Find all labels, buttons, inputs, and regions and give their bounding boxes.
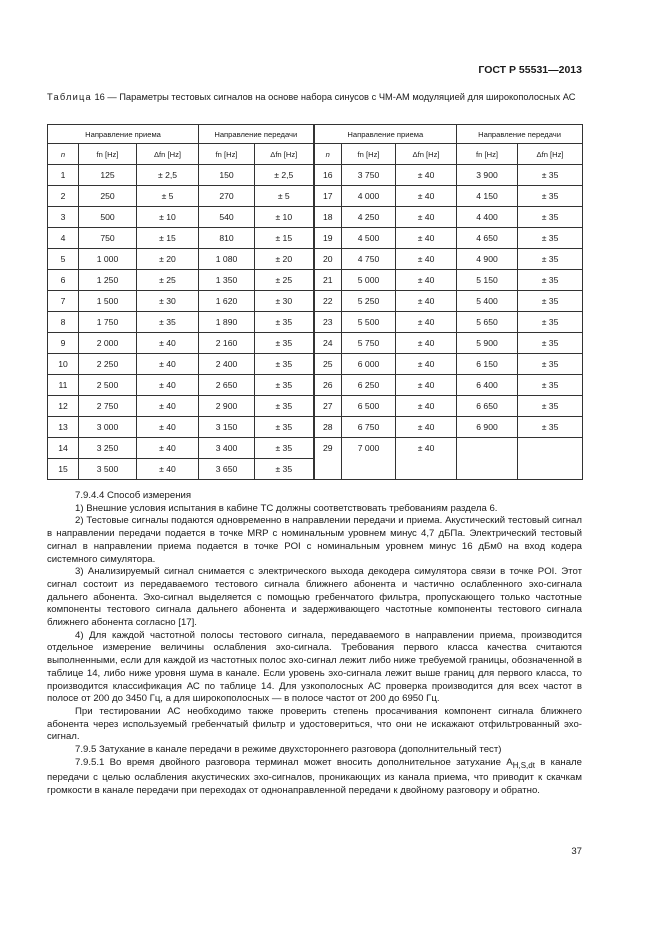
paragraph: 1) Внешние условия испытания в кабине ТС должны соответствовать требованиям раздела 6. <box>75 502 498 514</box>
table-cell: 3 650 <box>199 459 255 480</box>
table-cell: ± 40 <box>137 417 199 438</box>
table-cell: 25 <box>314 354 342 375</box>
table-cell: 1 750 <box>79 312 137 333</box>
table-cell: ± 35 <box>137 312 199 333</box>
table-cell: 6 <box>48 270 79 291</box>
group-header: Направление приема <box>48 125 199 144</box>
table-row <box>48 312 583 333</box>
table-cell: 3 500 <box>79 459 137 480</box>
table-cell: ± 20 <box>255 249 314 270</box>
table-cell: ± 20 <box>137 249 199 270</box>
col-header-dfn: Δfn [Hz] <box>396 144 457 165</box>
table-cell: ± 40 <box>396 207 457 228</box>
table-cell <box>518 438 583 480</box>
table-cell: 1 080 <box>199 249 255 270</box>
table-cell: 250 <box>79 186 137 207</box>
table-cell: ± 35 <box>518 354 583 375</box>
body-text <box>47 490 582 798</box>
table-cell: ± 35 <box>255 354 314 375</box>
table-cell: 7 <box>48 291 79 312</box>
table-cell: 3 250 <box>79 438 137 459</box>
table-row <box>48 207 583 228</box>
table-cell: 5 250 <box>342 291 396 312</box>
table-cell: ± 40 <box>396 291 457 312</box>
table-cell: 5 750 <box>342 333 396 354</box>
table-cell: ± 10 <box>255 207 314 228</box>
table-cell: ± 40 <box>396 375 457 396</box>
table-cell: 750 <box>79 228 137 249</box>
table-cell: ± 5 <box>255 186 314 207</box>
table-cell: 2 <box>48 186 79 207</box>
table-cell: 18 <box>314 207 342 228</box>
table-cell: ± 40 <box>137 354 199 375</box>
table-cell: 2 750 <box>79 396 137 417</box>
table-cell: ± 35 <box>518 417 583 438</box>
table-cell: 1 000 <box>79 249 137 270</box>
table-cell: 3 750 <box>342 165 396 186</box>
table-row <box>48 186 583 207</box>
table-row <box>48 165 583 186</box>
paragraph: 4) Для каждой частотной полосы тестового сигнала, передаваемого в направлении приема, производится отдельное измерение величины ослабления эхо-сигнала. Требования первого класса качества считаются выполненными, если для каждой из частотных полос эхо-сигнал лежит либо ниже требуемой границы, обозначенной в таблице 14, либо ниже уровня шума в канале. Если уровень эхо-сигнала лежит выше границ для первого класса, то производится классификация АС по таблице 14. Для узкополосных АС проверка производится для всех частот в полосе от 200 до 3450 Гц, а для широкополосных — в полосе частот от 200 до 6950 Гц. <box>47 629 582 705</box>
group-header: Направление передачи <box>199 125 314 144</box>
table-cell: 5 400 <box>457 291 518 312</box>
table-cell: 4 750 <box>342 249 396 270</box>
table-cell: 3 000 <box>79 417 137 438</box>
table-cell: ± 35 <box>518 375 583 396</box>
table-cell: 4 000 <box>342 186 396 207</box>
table-cell: 3 <box>48 207 79 228</box>
table-cell: ± 15 <box>137 228 199 249</box>
table-cell: ± 25 <box>255 270 314 291</box>
table-cell: 4 250 <box>342 207 396 228</box>
table-cell: ± 35 <box>255 375 314 396</box>
table-row <box>48 438 583 459</box>
table-cell: 5 900 <box>457 333 518 354</box>
col-header-dfn: Δfn [Hz] <box>518 144 583 165</box>
col-header-n: n <box>314 144 342 165</box>
table-cell: 17 <box>314 186 342 207</box>
table-cell: 9 <box>48 333 79 354</box>
table-cell: ± 35 <box>518 186 583 207</box>
table-caption <box>47 91 587 103</box>
table-cell: ± 35 <box>518 249 583 270</box>
table-cell: ± 35 <box>518 312 583 333</box>
table-cell: ± 40 <box>396 312 457 333</box>
paragraph <box>47 757 582 798</box>
table-cell: ± 35 <box>518 396 583 417</box>
table-cell: 2 650 <box>199 375 255 396</box>
table-cell: 6 150 <box>457 354 518 375</box>
table-cell: ± 30 <box>137 291 199 312</box>
table-cell: 7 000 <box>342 438 396 480</box>
table-cell: 5 150 <box>457 270 518 291</box>
table-cell: 23 <box>314 312 342 333</box>
table-cell: 4 900 <box>457 249 518 270</box>
table-cell: 2 000 <box>79 333 137 354</box>
table-cell: ± 35 <box>518 165 583 186</box>
col-header-dfn: Δfn [Hz] <box>137 144 199 165</box>
table-cell: 22 <box>314 291 342 312</box>
table-16 <box>47 124 583 480</box>
table-cell: 810 <box>199 228 255 249</box>
table-cell: 1 890 <box>199 312 255 333</box>
table-group-header-row <box>48 125 583 144</box>
table-cell: 6 650 <box>457 396 518 417</box>
table-cell: ± 30 <box>255 291 314 312</box>
col-header-dfn: Δfn [Hz] <box>255 144 314 165</box>
group-header: Направление приема <box>314 125 457 144</box>
table-cell: 270 <box>199 186 255 207</box>
paragraph: При тестировании АС необходимо также проверить степень просачивания компонент сигнала ближнего абонента через используемый гребенчатый фильтр и удостовериться, что они не искажают отфильтрованный эхо-сигнал. <box>47 705 582 743</box>
table-cell: ± 15 <box>255 228 314 249</box>
table-cell: ± 5 <box>137 186 199 207</box>
table-cell: 6 500 <box>342 396 396 417</box>
table-cell: 540 <box>199 207 255 228</box>
table-cell: 12 <box>48 396 79 417</box>
table-cell: 6 250 <box>342 375 396 396</box>
table-cell: 5 <box>48 249 79 270</box>
col-header-n: n <box>48 144 79 165</box>
table-cell: 27 <box>314 396 342 417</box>
table-cell: ± 40 <box>396 228 457 249</box>
table-cell: ± 35 <box>518 333 583 354</box>
table-cell: ± 2,5 <box>255 165 314 186</box>
paragraph: 7.9.5 Затухание в канале передачи в режиме двухстороннего разговора (дополнительный тест) <box>75 744 502 756</box>
table-cell: 3 150 <box>199 417 255 438</box>
table-row <box>48 249 583 270</box>
table-cell: 15 <box>48 459 79 480</box>
paragraph: 7.9.4.4 Способ измерения <box>75 490 192 501</box>
table-cell: 150 <box>199 165 255 186</box>
table-column-header-row <box>48 144 583 165</box>
table-row <box>48 375 583 396</box>
table-cell: 24 <box>314 333 342 354</box>
table-row <box>48 291 583 312</box>
table-cell: ± 40 <box>396 270 457 291</box>
table-cell: ± 40 <box>396 165 457 186</box>
table-cell: ± 40 <box>396 354 457 375</box>
table-cell: 4 650 <box>457 228 518 249</box>
table-cell: ± 40 <box>396 249 457 270</box>
table-cell: 3 900 <box>457 165 518 186</box>
table-cell: ± 10 <box>137 207 199 228</box>
table-cell: ± 25 <box>137 270 199 291</box>
table-cell: ± 2,5 <box>137 165 199 186</box>
table-row <box>48 228 583 249</box>
table-cell: 21 <box>314 270 342 291</box>
table-cell: 2 900 <box>199 396 255 417</box>
paragraph-text: 7.9.5.1 Во время двойного разговора терминал может вносить дополнительное затухание A <box>75 756 513 768</box>
table-cell: ± 35 <box>518 228 583 249</box>
table-cell: 2 400 <box>199 354 255 375</box>
table-cell: ± 40 <box>396 396 457 417</box>
table-row <box>48 333 583 354</box>
paragraph: 2) Тестовые сигналы подаются одновременно в направлении передачи и приема. Акустический тестовый сигнал в направлении передачи подается в точке MRP с номинальным уровнем минус 4,7 дБПа. Электрический тестовый сигнал в направлении приема подается в точке POI с номинальным уровнем минус 16 дБм0 на вход кодера системного симулятора. <box>47 515 582 565</box>
table-cell: ± 35 <box>255 417 314 438</box>
table-caption-label: Таблица <box>47 92 92 102</box>
table-cell: 20 <box>314 249 342 270</box>
table-cell: 6 000 <box>342 354 396 375</box>
table-cell: ± 40 <box>137 459 199 480</box>
table-cell: ± 35 <box>518 207 583 228</box>
table-cell: 6 400 <box>457 375 518 396</box>
table-cell: 11 <box>48 375 79 396</box>
table-cell: ± 35 <box>255 459 314 480</box>
table-body <box>48 165 583 480</box>
table-cell: 1 350 <box>199 270 255 291</box>
table-cell: 28 <box>314 417 342 438</box>
table-cell: 6 750 <box>342 417 396 438</box>
col-header-fn: fn [Hz] <box>457 144 518 165</box>
table-cell: ± 35 <box>255 333 314 354</box>
table-caption-text: 16 — Параметры тестовых сигналов на основе набора синусов с ЧМ-АМ модуляцией для широкополосных АС <box>91 92 576 102</box>
paragraph-text: в канале передачи с целью ослабления акустических эхо-сигналов, проникающих из канала приема, что приводит к скачкам громкости в канале передачи при переходах от однонаправленной передачи к двойному разговору и обратно. <box>47 756 582 797</box>
table-cell: ± 40 <box>137 438 199 459</box>
table-row <box>48 396 583 417</box>
table-cell: 26 <box>314 375 342 396</box>
page-number: 37 <box>571 846 582 857</box>
table-cell: 10 <box>48 354 79 375</box>
table-cell: 8 <box>48 312 79 333</box>
table-cell: 5 650 <box>457 312 518 333</box>
table-cell: 500 <box>79 207 137 228</box>
table-cell: 4 <box>48 228 79 249</box>
table-cell: ± 35 <box>255 438 314 459</box>
table-cell: 16 <box>314 165 342 186</box>
table-cell: ± 40 <box>396 417 457 438</box>
table-cell: ± 40 <box>137 333 199 354</box>
table-cell: ± 35 <box>518 291 583 312</box>
table-cell: 1 250 <box>79 270 137 291</box>
table-row <box>48 417 583 438</box>
table-cell: ± 40 <box>396 186 457 207</box>
table-cell: 29 <box>314 438 342 480</box>
table-cell: ± 40 <box>396 438 457 480</box>
table-cell: ± 40 <box>137 396 199 417</box>
table-row <box>48 354 583 375</box>
table-cell <box>457 438 518 480</box>
table-cell: 2 500 <box>79 375 137 396</box>
paragraph: 3) Анализируемый сигнал снимается с электрического выхода декодера симулятора связи в точке POI. Этот сигнал состоит из передаваемого тестового сигнала ближнего абонента и частично ослабленного эхо-сигнала дальнего абонента. Эхо-сигнал выделяется с помощью гребенчатого фильтра, пропускающего только частотные компоненты тестового сигнала дальнего абонента и задерживающего частотные компоненты тестового сигнала ближнего абонента согласно [17]. <box>47 566 582 629</box>
col-header-fn: fn [Hz] <box>342 144 396 165</box>
table-cell: ± 35 <box>255 312 314 333</box>
table-cell: 19 <box>314 228 342 249</box>
table-cell: 4 500 <box>342 228 396 249</box>
table-cell: 1 <box>48 165 79 186</box>
subscript: H,S,dt <box>512 760 535 770</box>
table-cell: 4 400 <box>457 207 518 228</box>
table-cell: 1 500 <box>79 291 137 312</box>
table-cell: ± 40 <box>396 333 457 354</box>
table-cell: 3 400 <box>199 438 255 459</box>
group-header: Направление передачи <box>457 125 583 144</box>
table-cell: ± 35 <box>255 396 314 417</box>
table-cell: 5 500 <box>342 312 396 333</box>
table-cell: 14 <box>48 438 79 459</box>
table-cell: 6 900 <box>457 417 518 438</box>
table-cell: ± 40 <box>137 375 199 396</box>
table-cell: 4 150 <box>457 186 518 207</box>
document-header: ГОСТ Р 55531—2013 <box>478 64 582 76</box>
table-cell: 5 000 <box>342 270 396 291</box>
table-cell: 2 160 <box>199 333 255 354</box>
table-cell: ± 35 <box>518 270 583 291</box>
table-cell: 1 620 <box>199 291 255 312</box>
col-header-fn: fn [Hz] <box>199 144 255 165</box>
table-cell: 2 250 <box>79 354 137 375</box>
col-header-fn: fn [Hz] <box>79 144 137 165</box>
table-cell: 125 <box>79 165 137 186</box>
table-row <box>48 270 583 291</box>
table-cell: 13 <box>48 417 79 438</box>
